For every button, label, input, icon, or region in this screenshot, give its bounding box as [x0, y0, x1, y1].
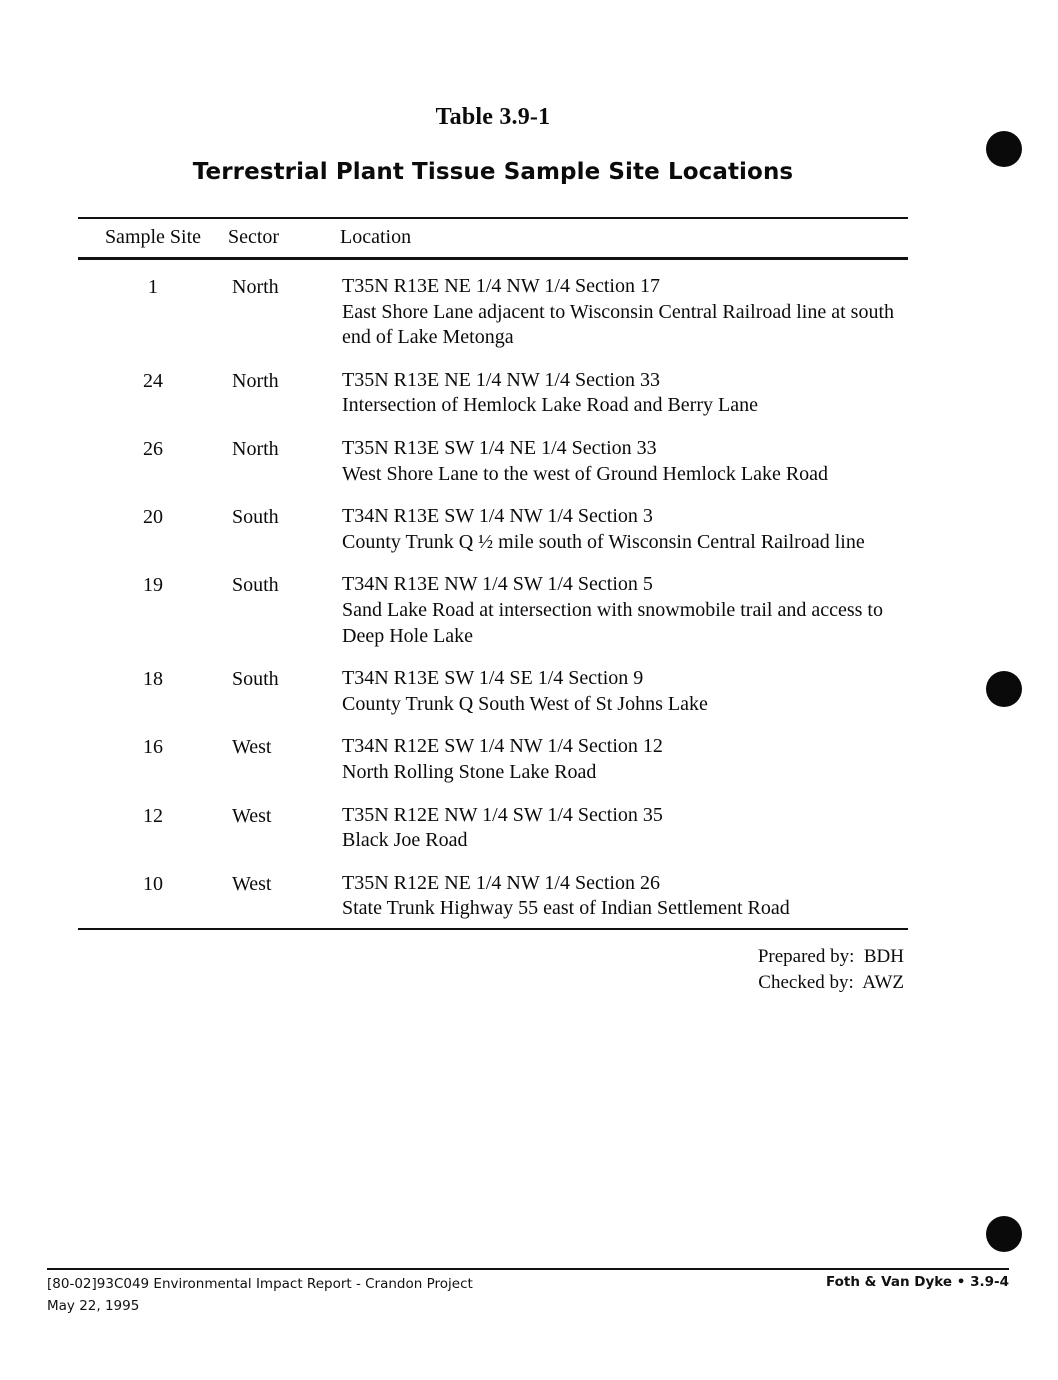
cell-sector: South [232, 506, 279, 529]
footer-left [47, 1274, 473, 1317]
location-description: County Trunk Q South West of St Johns Lake [342, 692, 708, 715]
punch-hole-middle [986, 671, 1022, 707]
cell-sector: West [232, 736, 272, 759]
cell-sector: South [232, 668, 279, 691]
cell-sector: North [232, 369, 279, 392]
table-row [78, 655, 908, 723]
table-row [78, 561, 908, 655]
location-description: Black Joe Road [342, 829, 468, 852]
table-row [78, 493, 908, 561]
checked-by: Checked by: AWZ [758, 972, 904, 994]
punch-hole-bottom [986, 1216, 1022, 1252]
cell-sample-site: 16 [143, 736, 163, 759]
prepared-by: Prepared by: BDH [757, 945, 904, 967]
location-legal-description: T35N R12E NE 1/4 NW 1/4 Section 26 [342, 871, 660, 894]
location-legal-description: T34N R13E SW 1/4 SE 1/4 Section 9 [342, 667, 644, 690]
cell-sector: West [232, 804, 272, 827]
table-title: Terrestrial Plant Tissue Sample Site Locations [192, 159, 794, 185]
location-legal-description: T34N R12E SW 1/4 NW 1/4 Section 12 [342, 735, 663, 758]
cell-sector: West [232, 872, 272, 895]
location-description: North Rolling Stone Lake Road [342, 760, 597, 783]
cell-location [340, 723, 908, 791]
cell-location [340, 259, 908, 357]
location-legal-description: T35N R13E SW 1/4 NE 1/4 Section 33 [342, 436, 657, 459]
cell-sample-site: 10 [143, 872, 163, 895]
table-header-row [78, 218, 908, 258]
footer-divider [47, 1268, 1009, 1270]
cell-location [340, 357, 908, 425]
cell-sample-site: 1 [148, 276, 158, 298]
punch-hole-top [986, 131, 1022, 167]
table-row [78, 259, 908, 357]
location-legal-description: T34N R13E SW 1/4 NW 1/4 Section 3 [342, 505, 653, 528]
document-content [78, 0, 908, 996]
location-legal-description: T35N R12E NW 1/4 SW 1/4 Section 35 [342, 803, 663, 826]
cell-location [340, 561, 908, 655]
cell-location [340, 493, 908, 561]
location-description: County Trunk Q ½ mile south of Wisconsin Central Railroad line [342, 530, 865, 553]
cell-sample-site: 18 [143, 668, 163, 691]
location-legal-description: T35N R13E NE 1/4 NW 1/4 Section 33 [342, 368, 660, 391]
cell-sector: North [232, 276, 279, 298]
sample-site-table [78, 217, 908, 930]
location-description: Intersection of Hemlock Lake Road and Berry Lane [342, 394, 758, 417]
table-header [78, 218, 908, 259]
cell-location [340, 792, 908, 860]
cell-location [340, 860, 908, 928]
cell-sample-site: 26 [143, 437, 163, 460]
cell-sample-site: 12 [143, 804, 163, 827]
footer-company-page: Foth & Van Dyke • 3.9-4 [825, 1274, 1009, 1290]
location-legal-description: T34N R13E NW 1/4 SW 1/4 Section 5 [342, 573, 653, 596]
table-bottom-rule-row [78, 928, 908, 929]
table-row [78, 357, 908, 425]
column-header-location: Location [340, 226, 412, 248]
column-header-sample-site: Sample Site [104, 226, 202, 248]
location-description: East Shore Lane adjacent to Wisconsin Central Railroad line at south end of Lake Metonga [342, 300, 895, 349]
cell-location [340, 655, 908, 723]
signoff-block [78, 944, 908, 996]
cell-sample-site: 20 [143, 506, 163, 529]
cell-sector: North [232, 437, 279, 460]
table-row [78, 860, 908, 928]
location-legal-description: T35N R13E NE 1/4 NW 1/4 Section 17 [342, 275, 660, 297]
footer-date: May 22, 1995 [47, 1297, 140, 1314]
table-row [78, 723, 908, 791]
table-row [78, 792, 908, 860]
location-description: West Shore Lane to the west of Ground Hemlock Lake Road [342, 462, 829, 485]
footer-report-id: [80-02]93C049 Environmental Impact Report - Crandon Project [47, 1276, 473, 1292]
column-header-sector: Sector [228, 226, 280, 248]
cell-sector: South [232, 574, 279, 597]
table-row [78, 425, 908, 493]
location-description: State Trunk Highway 55 east of Indian Settlement Road [342, 897, 790, 920]
table-number: Table 3.9-1 [435, 104, 551, 130]
location-description: Sand Lake Road at intersection with snowmobile trail and access to Deep Hole Lake [342, 598, 883, 647]
cell-sample-site: 24 [143, 369, 163, 392]
cell-location [340, 425, 908, 493]
table-bottom-divider [78, 928, 908, 929]
table-body [78, 259, 908, 929]
cell-sample-site: 19 [143, 574, 163, 597]
